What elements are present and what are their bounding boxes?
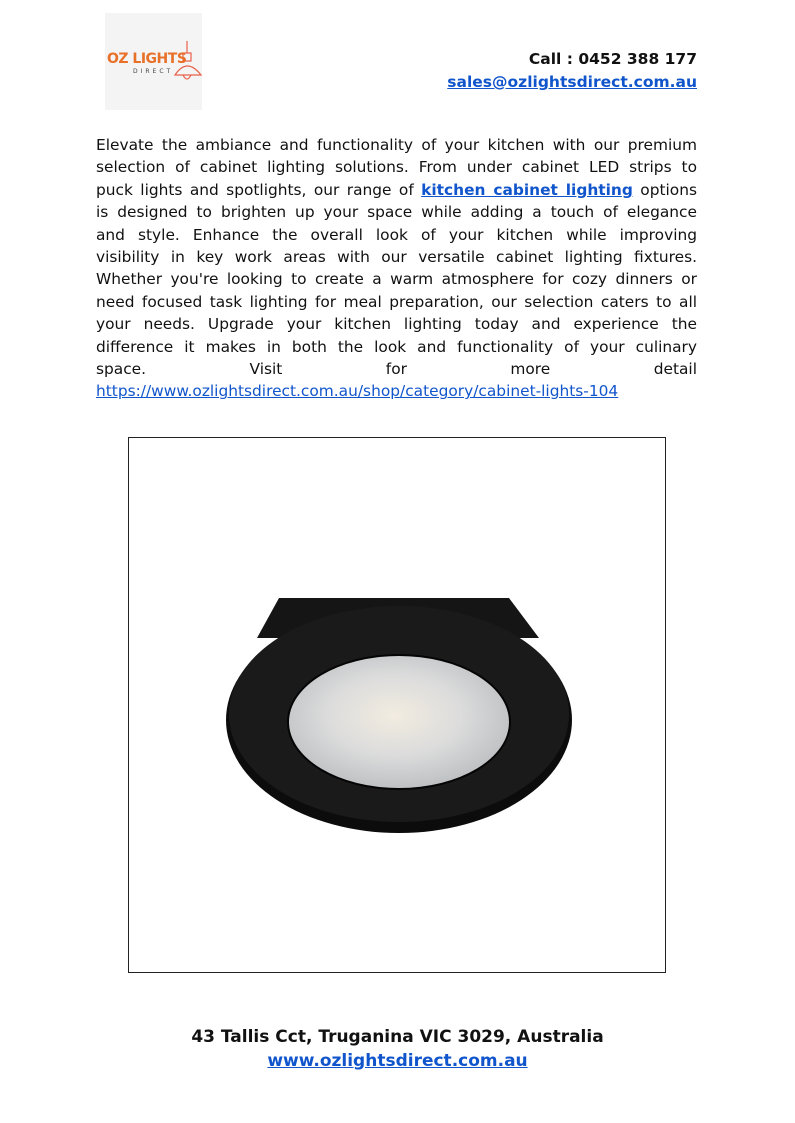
- text-span: puck lights and spotlights, our range of: [96, 180, 422, 199]
- text-line: difference it makes in both the look and functionality of your culinary: [96, 337, 697, 356]
- text-line: visibility in key work areas with our versatile cabinet lighting fixtures.: [96, 248, 697, 267]
- phone-number: Call : 0452 388 177: [528, 50, 697, 68]
- website-link[interactable]: www.ozlightsdirect.com.au: [267, 1051, 528, 1071]
- text-line: [96, 179, 697, 201]
- text-line: your needs. Upgrade your kitchen lighting today and experience the: [96, 315, 697, 334]
- text-span: options: [632, 180, 697, 199]
- text-line: Whether you're looking to create a warm atmosphere for cozy dinners or: [96, 270, 697, 289]
- kitchen-cabinet-lighting-link[interactable]: kitchen cabinet lighting: [421, 180, 633, 199]
- footer-address: 43 Tallis Cct, Truganina VIC 3029, Australia: [191, 1027, 604, 1047]
- description-paragraph: [96, 134, 697, 403]
- text-line: Elevate the ambiance and functionality of your kitchen with our premium: [96, 136, 697, 154]
- contact-info: [447, 48, 697, 94]
- text-line: need focused task lighting for meal preparation, our selection caters to all: [96, 292, 697, 311]
- email-link[interactable]: sales@ozlightsdirect.com.au: [447, 73, 697, 91]
- category-url-link[interactable]: https://www.ozlightsdirect.com.au/shop/category/cabinet-lights-104: [96, 382, 619, 401]
- logo-text: OZ LIGHTS: [107, 51, 187, 67]
- text-line: and style. Enhance the overall look of your kitchen while improving: [96, 225, 697, 244]
- puck-light-image: [129, 438, 665, 972]
- text-line: selection of cabinet lighting solutions. From under cabinet LED strips to: [96, 158, 697, 177]
- company-logo: [105, 13, 202, 110]
- text-line: is designed to brighten up your space while adding a touch of elegance: [96, 203, 697, 222]
- logo-subtext: DIRECT: [133, 68, 174, 75]
- text-line: space. Visit for more detail: [96, 360, 697, 379]
- product-image: [128, 437, 666, 973]
